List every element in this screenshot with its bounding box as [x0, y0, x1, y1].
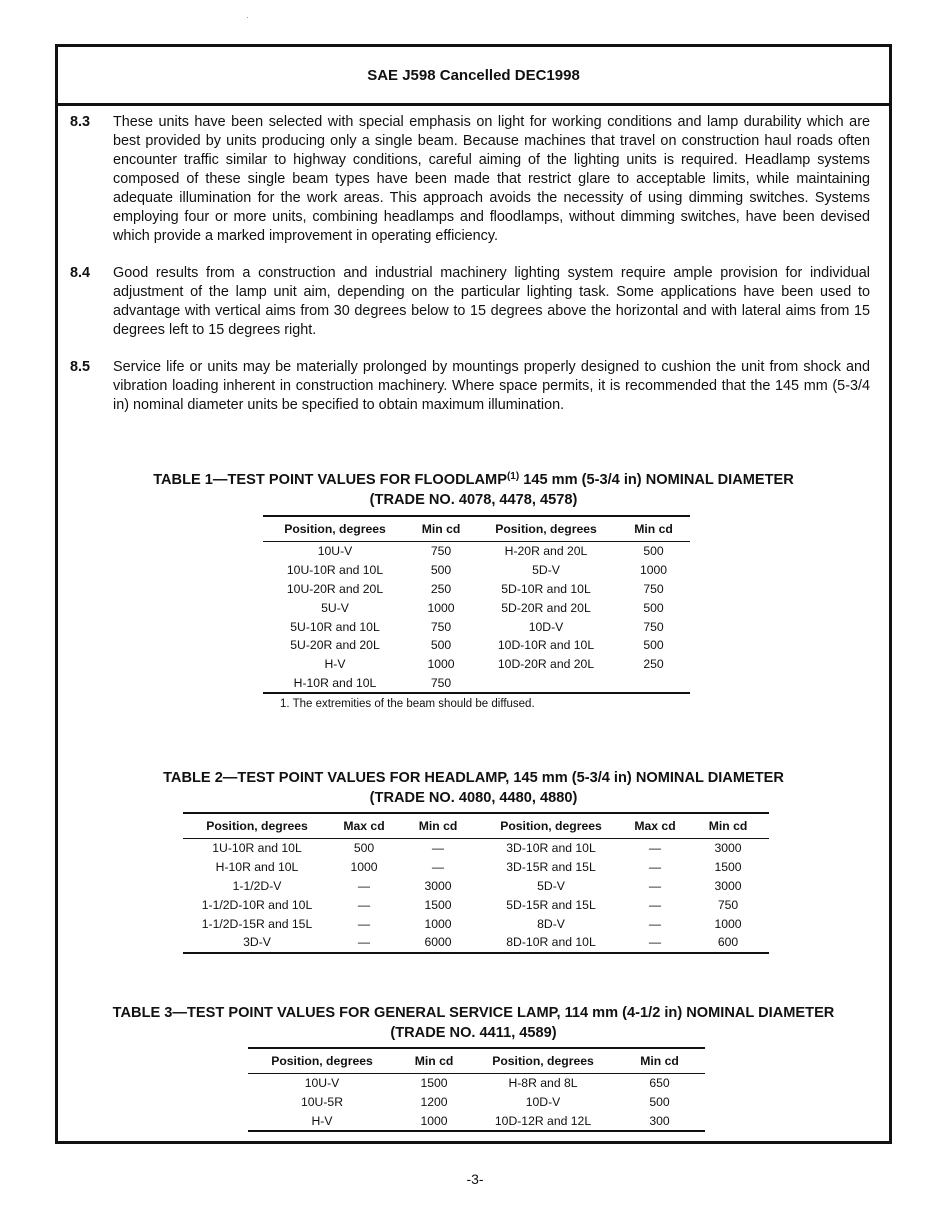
table-cell: 5U-10R and 10L	[290, 619, 380, 634]
table-cell: 1-1/2D-V	[232, 878, 282, 893]
table-cell: 500	[430, 563, 452, 578]
table2-headlamp	[183, 812, 769, 954]
table-cell: 1500	[420, 1076, 448, 1091]
table-cell: 10U-V	[317, 544, 353, 559]
table-cell: 10U-5R	[301, 1095, 343, 1110]
table2-title: TABLE 2—TEST POINT VALUES FOR HEADLAMP, 145 mm (5-3/4 in) NOMINAL DIAMETER (TRADE NO. 4080, 4480, 4880)	[163, 770, 784, 806]
table-row	[248, 1112, 705, 1132]
table-cell: 250	[430, 581, 452, 596]
table-row	[263, 580, 690, 599]
table1-trade-numbers: (TRADE NO. 4078, 4478, 4578)	[369, 491, 578, 508]
table-cell: 1-1/2D-15R and 15L	[201, 916, 313, 931]
column-header: Position, degrees	[248, 1048, 396, 1074]
table-row	[248, 1093, 705, 1112]
table-row	[263, 655, 690, 674]
table-cell: H-10R and 10L	[215, 860, 299, 875]
table-row	[183, 895, 769, 914]
table-cell: 5D-15R and 15L	[506, 897, 596, 912]
section-8-4	[70, 264, 870, 340]
table-header-row	[248, 1048, 705, 1074]
column-header: Position, degrees	[479, 813, 623, 839]
table-cell: 8D-V	[537, 916, 565, 931]
table-cell: 5D-V	[537, 878, 565, 893]
table-cell: H-10R and 10L	[263, 674, 407, 694]
table-cell: —	[357, 916, 371, 931]
table-header-row	[183, 813, 769, 839]
table-cell: 750	[643, 619, 664, 634]
table-cell: H-8R and 8L	[508, 1076, 578, 1091]
table-cell: 500	[430, 638, 452, 653]
table-cell: —	[431, 860, 445, 875]
table-cell: —	[648, 916, 662, 931]
table1-title: TABLE 1—TEST POINT VALUES FOR FLOODLAMP$^{(1)}$ 145 mm (5-3/4 in) NOMINAL DIAMETER (TRADE NO. 4078, 4478, 4578)	[153, 471, 794, 508]
section-8-5	[70, 358, 870, 415]
table-cell: —	[648, 897, 662, 912]
column-header: Position, degrees	[263, 516, 407, 542]
table-row	[183, 933, 769, 953]
table-header-row	[263, 516, 690, 542]
table-row	[263, 561, 690, 580]
table-cell: H-V	[248, 1112, 396, 1132]
column-header: Min cd	[396, 1048, 472, 1074]
table3-general-service-lamp	[248, 1047, 705, 1132]
table1-footnote: 1. The extremities of the beam should be diffused.	[280, 698, 535, 710]
document-title: SAE J598 Cancelled DEC1998	[367, 66, 580, 84]
table-cell: 500	[649, 1095, 670, 1110]
column-header: Max cd	[331, 813, 397, 839]
column-header: Position, degrees	[475, 516, 617, 542]
column-header: Min cd	[617, 516, 690, 542]
table-cell: 10U-10R and 10L	[286, 563, 384, 578]
section-8-3	[70, 113, 870, 246]
table-cell: 3D-V	[183, 933, 331, 953]
table-cell: 750	[407, 674, 475, 694]
table-cell: 1-1/2D-10R and 10L	[201, 897, 313, 912]
table-cell	[617, 674, 690, 694]
column-header: Max cd	[623, 813, 687, 839]
table-cell: —	[431, 841, 445, 856]
document-header	[58, 47, 889, 106]
table-row	[183, 858, 769, 877]
table-cell: 1000	[396, 1112, 472, 1132]
table-cell: 750	[717, 897, 739, 912]
section-number: 8.4	[70, 265, 91, 281]
table-row	[263, 674, 690, 694]
table-row	[263, 617, 690, 636]
table-cell: 5D-V	[532, 563, 560, 578]
table-cell: 10D-12R and 12L	[472, 1112, 614, 1132]
table-cell: 3D-10R and 10L	[506, 841, 596, 856]
section-text: Good results from a construction and industrial machinery lighting system require ample provision for individual adjustment of the lamp unit aim, depending on the particular lighting task. Some applications have been used to advantage with vertical aims from 30 degrees below to 15 degrees above the horizontal and with lateral aims from 15 degrees left to 15 degrees right.	[113, 265, 870, 338]
table-cell: —	[357, 878, 371, 893]
table-cell: 750	[430, 544, 452, 559]
table-cell: 5D-10R and 10L	[501, 581, 591, 596]
page-number: -3-	[466, 1171, 484, 1187]
table-cell: 5U-V	[321, 600, 349, 615]
table-cell: 3000	[714, 878, 742, 893]
page-frame	[55, 44, 892, 1144]
section-number: 8.3	[70, 114, 91, 130]
section-number: 8.5	[70, 359, 91, 375]
table-cell: 750	[643, 581, 664, 596]
table-cell: 8D-10R and 10L	[479, 933, 623, 953]
column-header: Min cd	[614, 1048, 705, 1074]
table-cell: 5U-20R and 20L	[290, 638, 380, 653]
table-row	[263, 542, 690, 561]
table-cell: 500	[353, 841, 375, 856]
table3-trade-numbers: (TRADE NO. 4411, 4589)	[390, 1024, 557, 1041]
table-cell	[475, 674, 617, 694]
column-header: Min cd	[687, 813, 769, 839]
table1-floodlamp	[263, 515, 690, 694]
table-cell: 10U-20R and 20L	[286, 581, 384, 596]
table-cell: —	[648, 860, 662, 875]
table-row	[183, 839, 769, 858]
table-cell: 600	[687, 933, 769, 953]
table2-trade-numbers: (TRADE NO. 4080, 4480, 4880)	[369, 789, 578, 806]
table-cell: 10D-10R and 10L	[497, 638, 595, 653]
table-cell: 1000	[427, 600, 455, 615]
section-text: Service life or units may be materially prolonged by mountings properly designed to cushion the unit from shock and vibration loading inherent in construction machinery. Where space permits, it is recommended that the 145 mm (5-3/4 in) nominal diameter units be specified to obtain maximum illumination.	[113, 359, 870, 413]
table-cell: 5D-20R and 20L	[501, 600, 591, 615]
table-cell: 10D-V	[525, 1095, 561, 1110]
table-cell: —	[357, 897, 371, 912]
table-cell: 1000	[427, 657, 455, 672]
table-cell: 500	[643, 600, 664, 615]
table-cell: 1000	[424, 916, 452, 931]
table-cell: H-20R and 20L	[504, 544, 588, 559]
column-header: Position, degrees	[472, 1048, 614, 1074]
table-cell: H-V	[324, 657, 346, 672]
table-cell: 1000	[714, 916, 742, 931]
table-cell: 10D-20R and 20L	[497, 657, 595, 672]
table-row	[263, 598, 690, 617]
table-cell: 10U-V	[304, 1076, 340, 1091]
column-header: Position, degrees	[183, 813, 331, 839]
column-header: Min cd	[397, 813, 479, 839]
table-cell: 1500	[714, 860, 742, 875]
table-cell: —	[623, 933, 687, 953]
table-cell: 650	[649, 1076, 670, 1091]
table-row	[263, 636, 690, 655]
table-row	[183, 914, 769, 933]
table-cell: 500	[643, 544, 664, 559]
table-cell: 1000	[639, 563, 668, 578]
table-cell: —	[648, 878, 662, 893]
column-header: Min cd	[407, 516, 475, 542]
table-cell: 250	[643, 657, 664, 672]
table-cell: 1200	[420, 1095, 448, 1110]
table-cell: 10D-V	[528, 619, 564, 634]
table-cell: 300	[614, 1112, 705, 1132]
section-text: These units have been selected with special emphasis on light for working conditions and lamp durability which are best provided by units producing only a single beam. Because machines that travel on construction haul roads often encounter traffic similar to highway conditions, careful aiming of the lighting units is required. Headlamp systems composed of these single beam types have been made that restrict glare to acceptable limits, while maintaining adequate illumination for the work areas. This approach avoids the necessity of using dimming switches. Systems employing four or more units, combining headlamps and floodlamps, without dimming switches, have been devised which provide a marked improvement in operating efficiency.	[113, 114, 870, 244]
table-cell: —	[648, 841, 662, 856]
table-cell: 750	[430, 619, 452, 634]
table-cell: 1500	[424, 897, 452, 912]
table-row	[183, 877, 769, 896]
table-cell: 3D-15R and 15L	[506, 860, 596, 875]
table-cell: 1U-10R and 10L	[212, 841, 302, 856]
table-cell: 1000	[350, 860, 378, 875]
table3-title: TABLE 3—TEST POINT VALUES FOR GENERAL SERVICE LAMP, 114 mm (4-1/2 in) NOMINAL DIAMETER (TRADE NO. 4411, 4589)	[112, 1005, 835, 1041]
table-cell: 3000	[424, 878, 452, 893]
table-cell: 3000	[714, 841, 742, 856]
scan-speck	[247, 17, 248, 18]
table-row	[248, 1074, 705, 1093]
table-cell: 6000	[397, 933, 479, 953]
table-cell: —	[331, 933, 397, 953]
table-cell: 500	[643, 638, 664, 653]
